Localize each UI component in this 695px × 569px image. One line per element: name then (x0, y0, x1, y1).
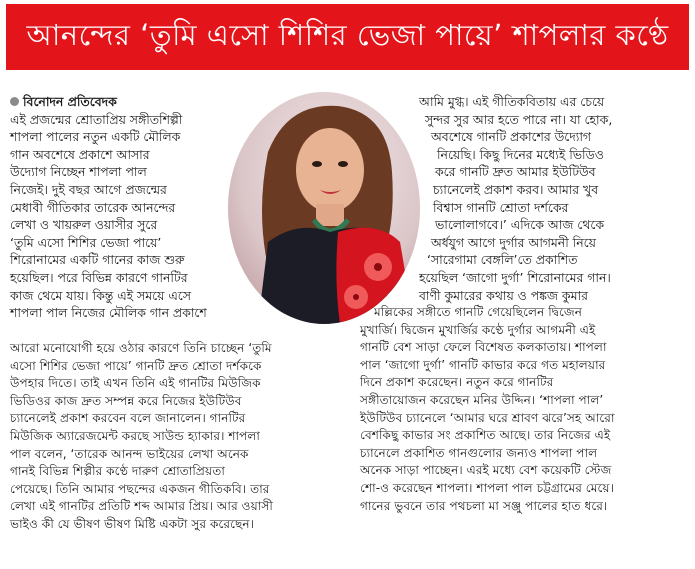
right-line: চ্যানেলেই প্রকাশ করব। আমার খুব (433, 181, 599, 197)
left-line: মেধাবী গীতিকার তারেক আনন্দের (10, 199, 176, 215)
right-line: বেশকিছু কাভার সং প্রকাশিত আছে। তার নিজের এই (360, 428, 611, 443)
right-line: আমি মুগ্ধ। এই গীতিকবিতায় এর চেয়ে (419, 94, 605, 109)
right-line: পাল ‘জাগো দুর্গা’ গানটি কাভার করে গত মহালয়ার (360, 357, 606, 372)
portrait-image (228, 92, 420, 324)
left-lower-line: মিউজিক অ্যারেজমেন্ট করছে সাউন্ড হ্যাকার। শাপলা (10, 428, 260, 443)
right-line: ‘সারেগামা বেঙ্গলি’তে প্রকাশিত (427, 252, 578, 268)
right-line: বিশ্বাস গানটি শ্রোতা দর্শকের (433, 199, 569, 215)
left-lower-line: আরো মনোযোগী হয়ে ওঠার কারণে তিনি চাচ্ছেন ‘তুমি (10, 341, 272, 355)
left-lower-line: উপহার দিতে। তাই এখন তিনি এই গানটির মিউজিক (10, 376, 261, 391)
right-column-lower (360, 304, 688, 515)
left-lower-line: ভিডিওর কাজ দ্রুত সম্পন্ন করে নিজের ইউটিউব (10, 393, 242, 408)
left-line: এই প্রজন্মের শ্রোতাপ্রিয় সঙ্গীতশিল্পী (10, 111, 183, 127)
right-line: মুখার্জি। দ্বিজেন মুখার্জির কণ্ঠে দুর্গার আগমনী এই (360, 322, 596, 337)
right-line: সঙ্গীতায়োজন করেছেন মনির উদ্দিন। ‘শাপলা পাল’ (360, 392, 604, 407)
headline-text: আনন্দের ‘তুমি এসো শিশির ভেজা পায়ে’ শাপলার কণ্ঠে (26, 17, 669, 52)
left-line: হয়েছিল। পরে বিভিন্ন কারণে গানটির (10, 269, 188, 285)
right-line: অবশেষে গানটি প্রকাশের উদ্যোগ (431, 129, 592, 145)
left-lower-line: পেয়েছে। তিনি আমার পছন্দের একজন গীতিকবি। তার (10, 481, 270, 496)
headline-banner (6, 4, 689, 70)
left-column-lower (10, 340, 350, 534)
right-line: দিনে প্রকাশ করেছেন। নতুন করে গানটির (360, 375, 554, 390)
right-line: বাণী কুমারের কথায় ও পঙ্কজ কুমার (419, 287, 588, 303)
right-line: ইউটিউব চ্যানেলে ‘আমার ঘরে শ্রাবণ ঝরে’সহ আরো (360, 410, 615, 425)
right-line: গানটি বেশ সাড়া ফেলে বিশেষত কলকাতায়। শাপলা (360, 340, 607, 355)
left-lower-line: এসো শিশির ভেজা পায়ে’ গানটি দ্রুত শ্রোতা দর্শককে (10, 358, 262, 373)
right-line: শো-ও করেছেন শাপলা। শাপলা পাল চট্টগ্রামের মেয়ে। (360, 480, 614, 495)
right-line: হয়েছিল ‘জাগো দুর্গা’ শিরোনামের গান। (419, 269, 611, 285)
left-line: নিজেই। দুই বছর আগে প্রজন্মের (10, 181, 167, 197)
right-column (419, 93, 687, 304)
singer-photo (228, 92, 420, 324)
left-lower-line: লেখা এই গানটির প্রতিটি শব্দ আমার প্রিয়। আর ওয়াসী (10, 499, 273, 514)
left-lower-line: পাল বলেন, ‘তারেক আনন্দ ভাইয়ের লেখা অনেক (10, 446, 249, 461)
right-line: নিয়েছি। কিছু দিনের মধ্যেই ভিডিও (437, 146, 604, 162)
left-line: উদ্যোগ নিচ্ছেন শাপলা পাল (10, 164, 147, 180)
left-line: লেখা ও খায়রুল ওয়াসীর সুরে (10, 217, 158, 233)
left-line: গান অবশেষে প্রকাশে আসার (10, 146, 150, 162)
left-line: শাপলা পালের নতুন একটি মৌলিক (10, 129, 181, 145)
left-lower-line: চ্যানেলেই প্রকাশ করবেন বলে জানালেন। গানটির (10, 411, 246, 426)
right-line: চ্যানেলে প্রকাশিত গানগুলোর জন্যও শাপলা পাল (360, 445, 598, 460)
right-line: ভালোলাগবে।’ এদিকে আজ থেকে (435, 217, 605, 233)
right-line: সুন্দর সুর আর হতে পারে না। যা হোক, (425, 111, 613, 127)
left-lower-line: ভাইও কী যে ভীষণ ভীষণ মিষ্টি একটা সুর করেছেন। (10, 516, 255, 531)
left-line: কাজ থেমে যায়। কিন্তু এই সময়ে এসে (10, 287, 191, 303)
right-line: গানের ভুবনে তার পথচলা মা সঞ্জু পালের হাত ধরে। (360, 498, 608, 513)
left-line: শাপলা পাল নিজের মৌলিক গান প্রকাশে (10, 305, 207, 321)
left-column (10, 93, 238, 322)
right-line: মল্লিকের সঙ্গীতে গানটি গেয়েছিলেন দ্বিজেন (374, 305, 583, 319)
byline-text: বিনোদন প্রতিবেদক (23, 94, 117, 109)
right-line: অর্ধযুগ আগে দুর্গার আগমনী নিয়ে (431, 234, 596, 250)
right-line: অনেক সাড়া পাচ্ছেন। এরই মধ্যে বেশ কয়েকটি স্টেজ (360, 463, 612, 478)
left-line: ‘তুমি এসো শিশির ভেজা পায়ে’ (10, 234, 162, 250)
byline (10, 93, 238, 111)
left-lower-line: গানই বিভিন্ন শিল্পীর কণ্ঠে দারুণ শ্রোতাপ্রিয়তা (10, 464, 225, 479)
left-line: শিরোনামের একটি গানের কাজ শুরু (10, 252, 185, 268)
right-line: করে গানটি দ্রুত আমার ইউটিউব (435, 164, 596, 180)
bullet-icon (10, 97, 19, 106)
